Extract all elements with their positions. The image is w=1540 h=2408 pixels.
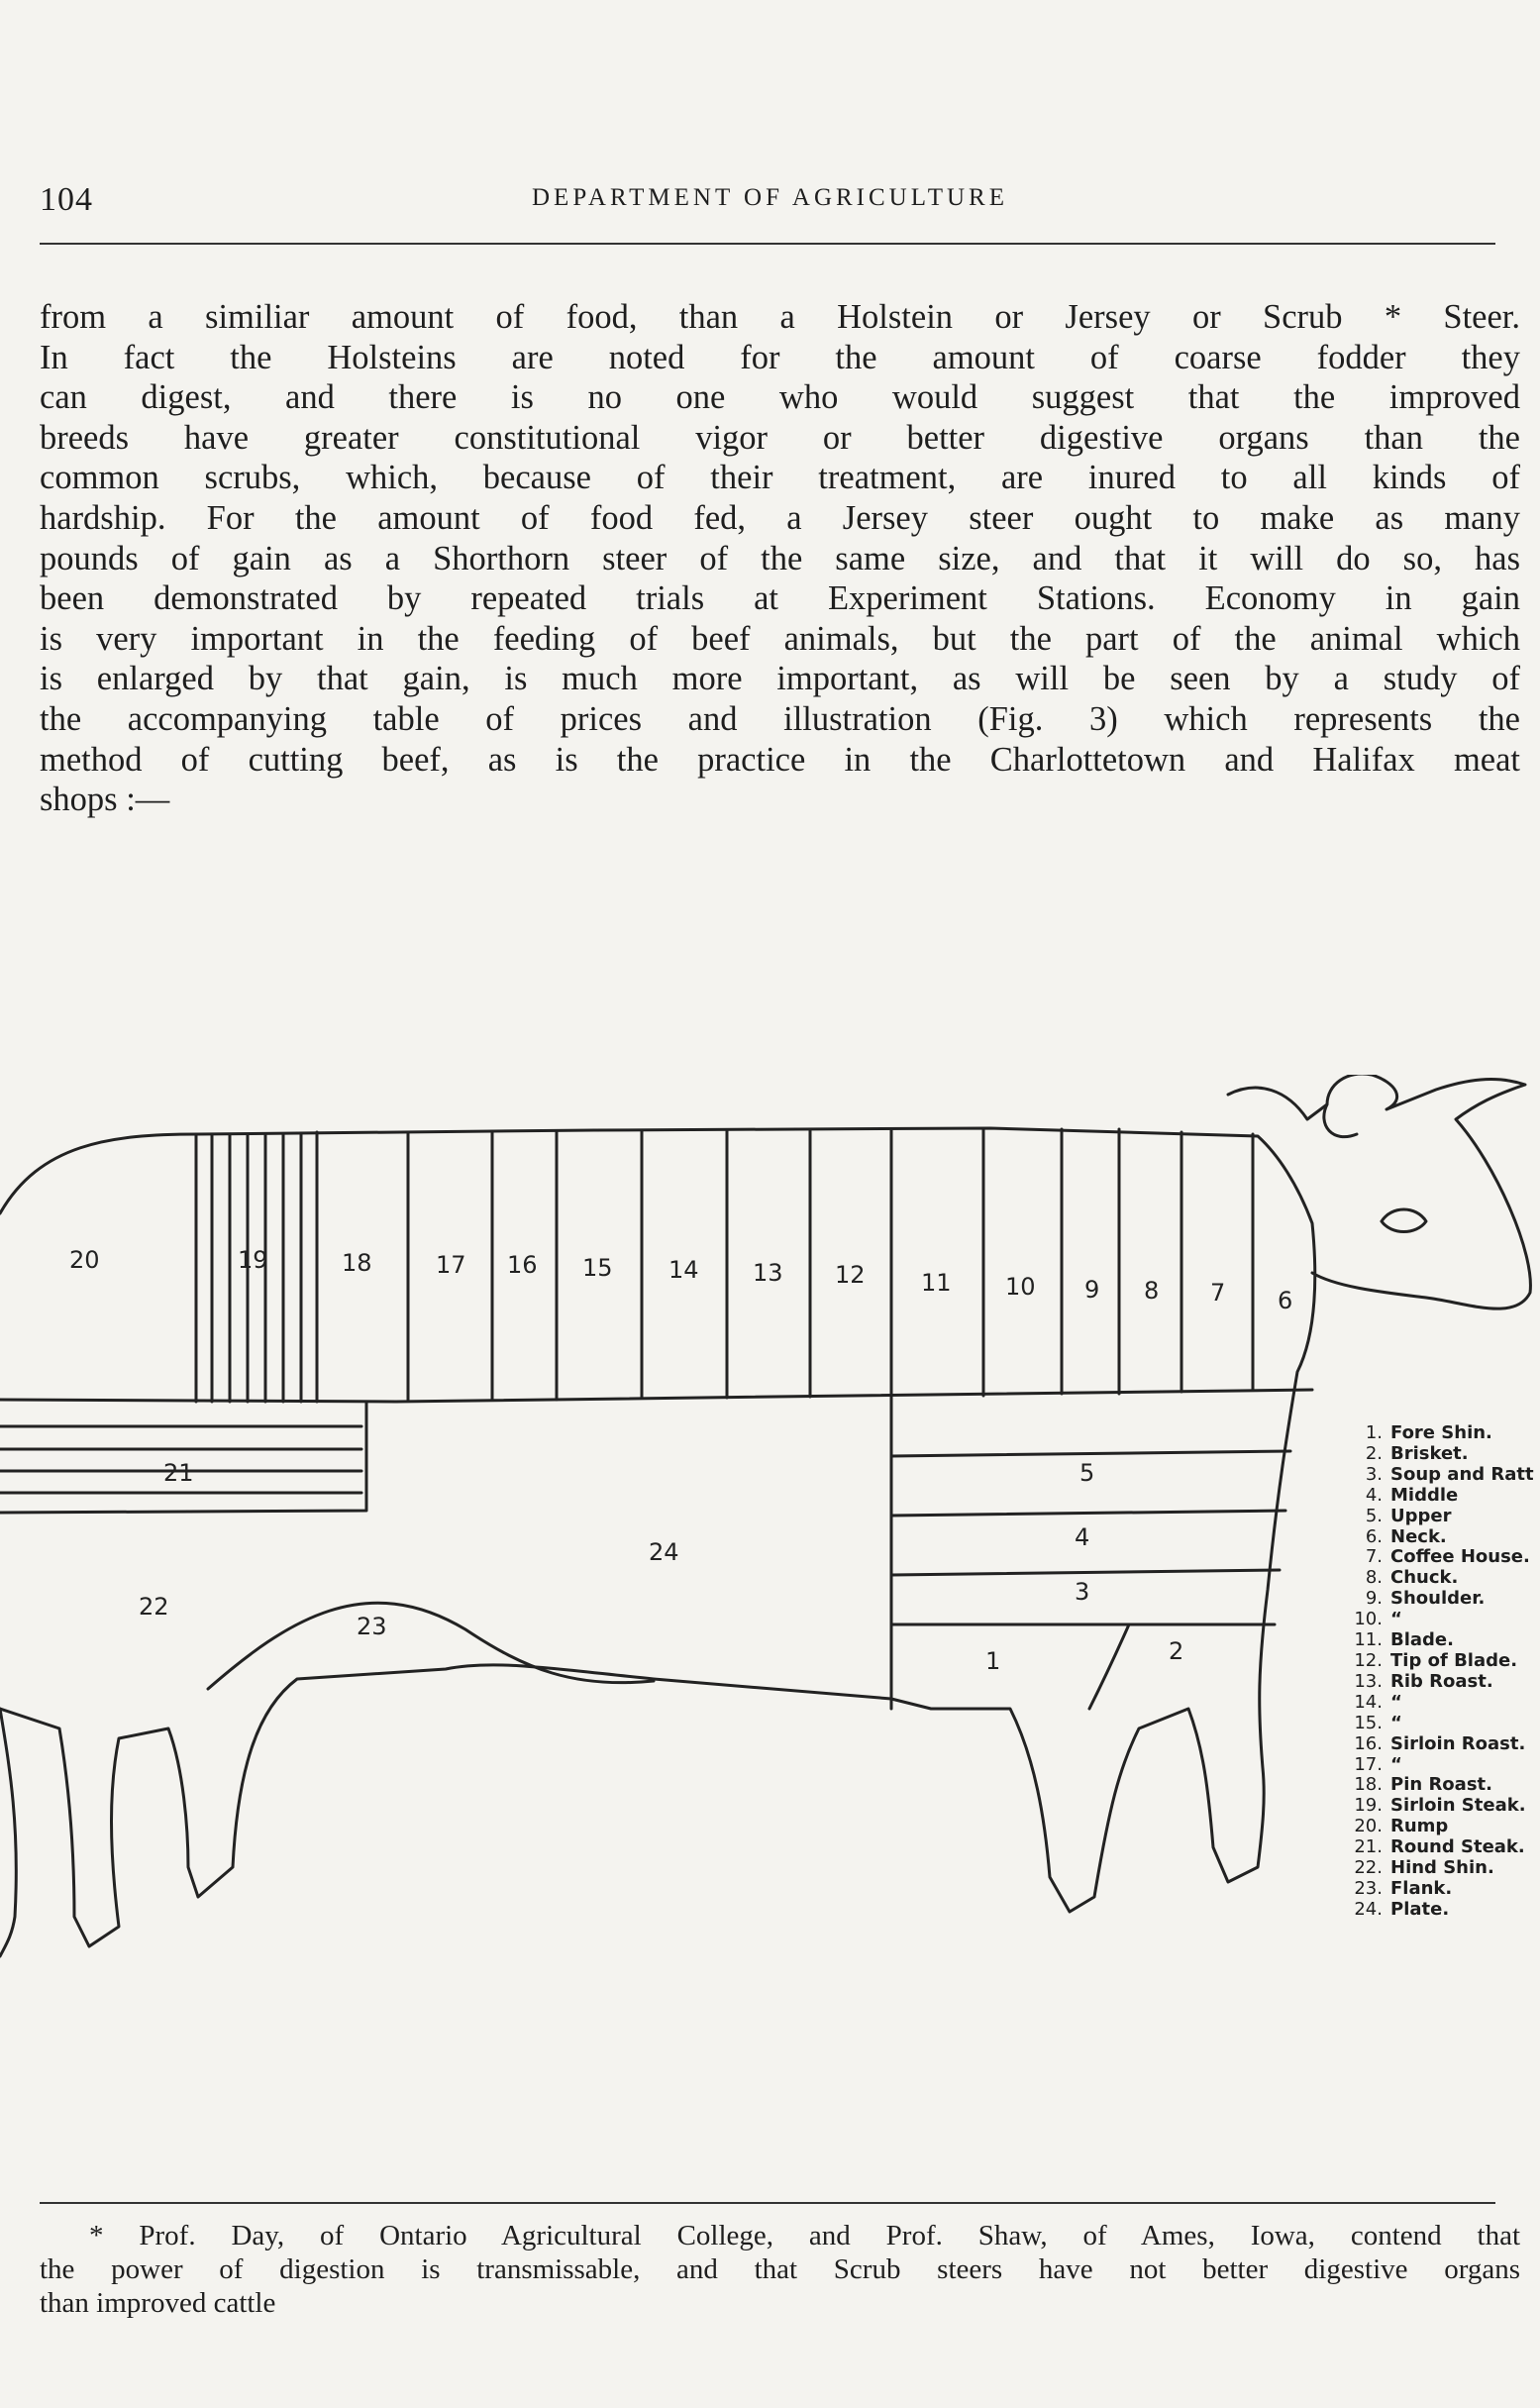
cut-label: 17 <box>436 1251 466 1279</box>
legend-item: 20. Rump <box>1354 1816 1449 1837</box>
text-line: method of cutting beef, as is the practice in the Charlottetown and Halifax meat <box>40 740 1520 779</box>
page-number: 104 <box>40 181 93 218</box>
legend-item: 4. Middle <box>1365 1484 1459 1506</box>
cut-label: 15 <box>582 1254 613 1282</box>
cut-label: 11 <box>921 1269 952 1297</box>
legend-item: 16. Sirloin Roast. <box>1354 1732 1526 1754</box>
legend-item: 13. Rib Roast. <box>1354 1670 1493 1692</box>
legend-item: 22. Hind Shin. <box>1354 1857 1494 1879</box>
cut-line <box>891 1511 1285 1516</box>
legend-item: 6. Neck. <box>1365 1525 1447 1547</box>
legend-item: 14. “ <box>1354 1691 1402 1713</box>
legend-item: 10. “ <box>1354 1609 1402 1630</box>
legend-item: 5. Upper <box>1365 1505 1452 1526</box>
legend-item: 15. “ <box>1354 1712 1402 1733</box>
cut-label: 9 <box>1084 1276 1100 1304</box>
footnote <box>40 2219 1520 2320</box>
cut-label: 21 <box>163 1459 194 1487</box>
cut-label: 20 <box>69 1246 100 1274</box>
legend-item: 23. Flank. <box>1354 1877 1453 1899</box>
body-paragraph <box>40 297 1520 820</box>
cut-label: 3 <box>1075 1578 1090 1606</box>
steer-diagram <box>0 1075 1540 2045</box>
cut-label: 6 <box>1278 1287 1293 1314</box>
cut-label: 23 <box>357 1613 387 1640</box>
cut-label: 8 <box>1144 1277 1160 1305</box>
cut-line <box>208 1603 654 1689</box>
cut-label: 24 <box>649 1538 679 1566</box>
header-rule <box>40 243 1495 245</box>
cut-label: 22 <box>139 1593 169 1621</box>
footnote-line: than improved cattle <box>40 2287 276 2319</box>
legend-item: 12. Tip of Blade. <box>1354 1649 1518 1671</box>
text-line: can digest, and there is no one who would suggest that the improved <box>40 378 1520 417</box>
cut-label: 18 <box>342 1249 372 1277</box>
footnote-line: the power of digestion is transmissable, and that Scrub steers have not better digestive organs <box>40 2253 1520 2285</box>
legend-item: 21. Round Steak. <box>1354 1836 1525 1858</box>
text-line: breeds have greater constitutional vigor or better digestive organs than the <box>40 418 1520 457</box>
cut-line <box>0 1402 366 1513</box>
cut-label: 14 <box>668 1256 699 1284</box>
legend-item: 9. Shoulder. <box>1365 1588 1486 1610</box>
footnote-line: * Prof. Day, of Ontario Agricultural College, and Prof. Shaw, of Ames, Iowa, contend that <box>89 2220 1520 2251</box>
cut-label: 12 <box>835 1261 866 1289</box>
legend-item: 3. Soup and Ratt <box>1365 1463 1534 1485</box>
text-line: the accompanying table of prices and illustration (Fig. 3) which represents the <box>40 699 1520 738</box>
beef-cuts-figure <box>0 1075 1540 2045</box>
legend-item: 2. Brisket. <box>1365 1442 1469 1464</box>
legend-item: 11. Blade. <box>1354 1629 1454 1651</box>
cut-label: 13 <box>753 1259 783 1287</box>
steer-head <box>1228 1075 1530 1309</box>
text-line: is enlarged by that gain, is much more important, as will be seen by a study of <box>40 660 1520 698</box>
cut-label: 2 <box>1169 1637 1184 1665</box>
cut-label: 1 <box>985 1647 1001 1675</box>
legend-item: 1. Fore Shin. <box>1365 1423 1492 1443</box>
cut-line <box>1089 1624 1129 1709</box>
steer-eye <box>1382 1209 1426 1232</box>
legend-item: 8. Chuck. <box>1365 1567 1459 1589</box>
cut-line <box>891 1570 1280 1575</box>
steer-tail <box>0 1709 16 1956</box>
text-line: hardship. For the amount of food fed, a Jersey steer ought to make as many <box>40 498 1520 537</box>
cut-label: 5 <box>1079 1459 1095 1487</box>
cut-label: 19 <box>238 1246 268 1274</box>
running-head: DEPARTMENT OF AGRICULTURE <box>532 184 1008 211</box>
text-line: shops :— <box>40 781 170 819</box>
text-line: been demonstrated by repeated trials at Experiment Stations. Economy in gain <box>40 579 1520 618</box>
legend-item: 17. “ <box>1354 1753 1402 1775</box>
legend-item: 18. Pin Roast. <box>1354 1774 1492 1796</box>
text-line: from a similiar amount of food, than a Holstein or Jersey or Scrub * Steer. <box>40 298 1520 336</box>
cut-label: 7 <box>1210 1279 1226 1307</box>
cut-label: 16 <box>507 1251 538 1279</box>
text-line: pounds of gain as a Shorthorn steer of the same size, and that it will do so, has <box>40 539 1520 577</box>
text-line: is very important in the feeding of beef animals, but the part of the animal which <box>40 619 1520 658</box>
cut-label: 10 <box>1005 1273 1036 1301</box>
cut-line <box>891 1451 1290 1456</box>
legend-item: 7. Coffee House. <box>1365 1546 1530 1568</box>
legend-item: 19. Sirloin Steak. <box>1354 1795 1526 1817</box>
legend-item: 24. Plate. <box>1354 1898 1450 1920</box>
cut-label: 4 <box>1075 1523 1090 1551</box>
text-line: common scrubs, which, because of their treatment, are inured to all kinds of <box>40 459 1520 497</box>
cuts-legend <box>1347 1423 1535 1921</box>
steer-horn <box>1324 1104 1357 1137</box>
footnote-rule <box>40 2202 1495 2204</box>
text-line: In fact the Holsteins are noted for the amount of coarse fodder they <box>40 338 1520 376</box>
